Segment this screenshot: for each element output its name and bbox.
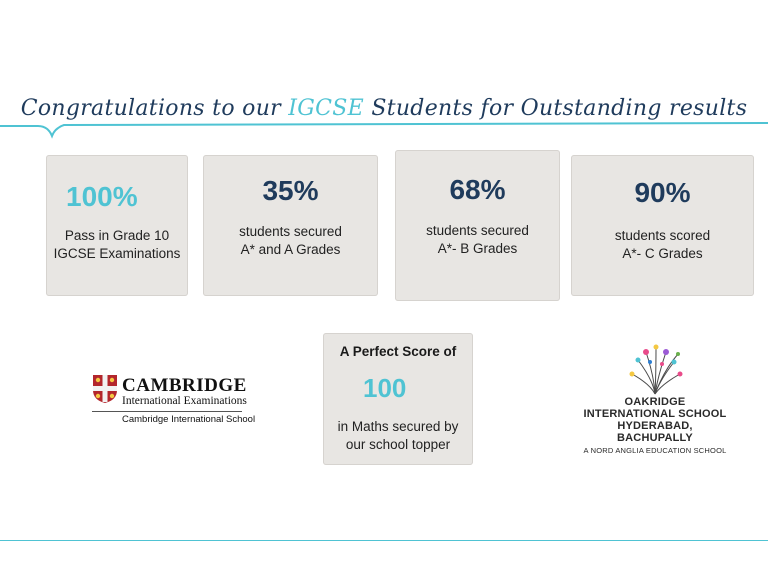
oakridge-tree-icon xyxy=(620,340,690,396)
heading-underline xyxy=(0,0,768,150)
stat-line1: students secured xyxy=(239,224,342,239)
stat-line2: A*- C Grades xyxy=(622,246,703,261)
cambridge-subtitle: International Examinations xyxy=(122,395,247,407)
stat-card-a-star-c xyxy=(571,155,754,296)
stat-line1: students scored xyxy=(614,228,711,243)
oakridge-school: INTERNATIONAL SCHOOL xyxy=(583,408,727,420)
oakridge-logo xyxy=(580,340,730,455)
stat-line2: IGCSE Examinations xyxy=(53,246,181,261)
stat-value: 90% xyxy=(634,177,691,208)
title-highlight: IGCSE xyxy=(288,96,365,121)
page-title: Congratulations to our IGCSE Students for Outstanding results xyxy=(20,96,748,121)
footer-divider xyxy=(0,540,768,541)
stat-line1: Pass in Grade 10 xyxy=(64,228,170,243)
stat-value: 100% xyxy=(66,181,138,212)
oakridge-tagline: A NORD ANGLIA EDUCATION SCHOOL xyxy=(583,446,727,455)
oakridge-location: HYDERABAD, BACHUPALLY xyxy=(617,420,693,444)
perfect-line2: our school topper xyxy=(345,437,451,452)
stat-line2: A*- B Grades xyxy=(437,241,518,256)
cambridge-shield-icon xyxy=(92,374,118,404)
stat-line1: students secured xyxy=(426,223,529,238)
stat-value: 68% xyxy=(449,174,506,205)
cambridge-school-label: Cambridge International School xyxy=(122,414,256,425)
perfect-line1: in Maths secured by xyxy=(337,419,459,434)
stat-value: 35% xyxy=(262,175,319,206)
perfect-intro: A Perfect Score of xyxy=(339,344,457,359)
stat-card-a-star-b xyxy=(395,150,560,301)
stat-card-pass xyxy=(46,155,188,296)
oakridge-name: OAKRIDGE xyxy=(624,396,686,408)
perfect-score-card xyxy=(323,333,473,465)
cambridge-brand: CAMBRIDGE xyxy=(122,375,247,396)
stat-card-a-star-a xyxy=(203,155,378,296)
perfect-value: 100 xyxy=(363,373,407,403)
cambridge-divider xyxy=(92,411,242,412)
stat-line2: A* and A Grades xyxy=(240,242,341,257)
